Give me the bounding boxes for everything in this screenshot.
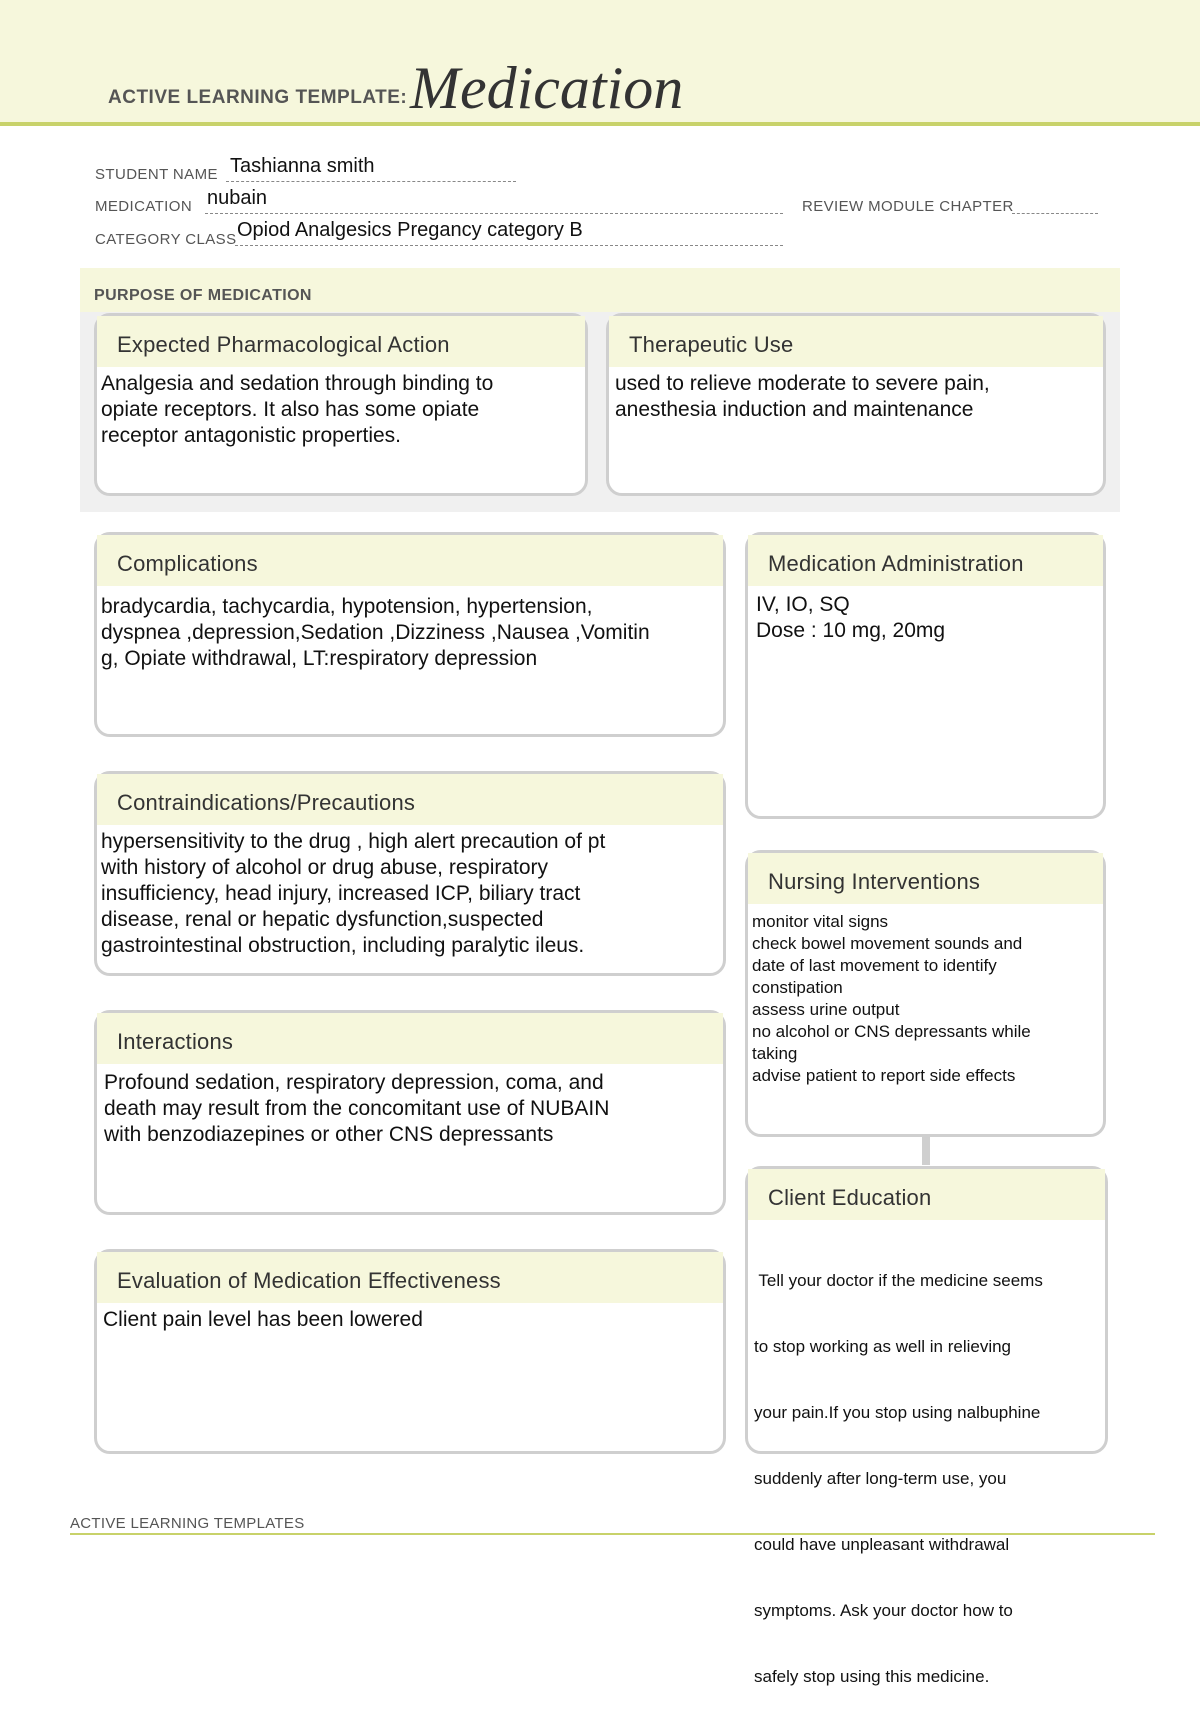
text-line: no alcohol or CNS depressants while xyxy=(752,1022,1031,1041)
text-line: IV, IO, SQ xyxy=(756,593,850,616)
text-line: opiate receptors. It also has some opiate xyxy=(101,398,480,421)
text-line: dyspnea ,depression,Sedation ,Dizziness ,Nausea ,Vomitin xyxy=(101,621,650,644)
text-line: with history of alcohol or drug abuse, respiratory xyxy=(101,856,549,879)
therapeutic-use-title: Therapeutic Use xyxy=(609,316,1103,367)
complications-text[interactable] xyxy=(97,586,723,672)
text-line: with benzodiazepines or other CNS depressants xyxy=(104,1123,554,1146)
box-connector xyxy=(922,1135,930,1165)
contraindications-title: Contraindications/Precautions xyxy=(97,774,723,825)
text-line: Dose : 10 mg, 20mg xyxy=(756,619,946,642)
text-line: symptoms. Ask your doctor how to xyxy=(754,1601,1013,1620)
administration-title: Medication Administration xyxy=(748,535,1103,586)
footer-label: ACTIVE LEARNING TEMPLATES xyxy=(70,1515,305,1532)
nursing-interventions-box xyxy=(745,850,1106,1137)
category-class-field[interactable]: Opiod Analgesics Pregancy category B xyxy=(237,219,583,241)
interactions-title: Interactions xyxy=(97,1013,723,1064)
text-line: taking xyxy=(752,1044,798,1063)
text-line: advise patient to report side effects xyxy=(752,1066,1016,1085)
therapeutic-use-text[interactable] xyxy=(609,367,1103,423)
text-line: bradycardia, tachycardia, hypotension, hypertension, xyxy=(101,595,593,618)
client-education-text[interactable] xyxy=(748,1220,1105,1732)
student-name-field[interactable]: Tashianna smith xyxy=(230,155,375,177)
text-line: check bowel movement sounds and xyxy=(752,934,1023,953)
text-line: receptor antagonistic properties. xyxy=(101,424,401,447)
evaluation-title: Evaluation of Medication Effectiveness xyxy=(97,1252,723,1303)
therapeutic-use-box xyxy=(606,313,1106,496)
category-class-label: CATEGORY CLASS xyxy=(95,231,237,248)
text-line: Client pain level has been lowered xyxy=(103,1308,423,1331)
expected-action-title: Expected Pharmacological Action xyxy=(97,316,585,367)
nursing-interventions-title: Nursing Interventions xyxy=(748,853,1103,904)
review-module-field[interactable] xyxy=(1012,213,1098,214)
medication-field[interactable]: nubain xyxy=(207,187,268,209)
text-line: disease, renal or hepatic dysfunction,suspected xyxy=(101,908,544,931)
contraindications-box xyxy=(94,771,726,976)
evaluation-text[interactable] xyxy=(97,1303,723,1333)
purpose-label: PURPOSE OF MEDICATION xyxy=(94,287,312,304)
page-title: Medication xyxy=(410,55,684,121)
text-line: Analgesia and sedation through binding to xyxy=(101,372,494,395)
text-line: used to relieve moderate to severe pain, xyxy=(615,372,990,395)
template-label: ACTIVE LEARNING TEMPLATE: xyxy=(108,87,408,108)
footer-divider xyxy=(70,1533,1155,1535)
expected-action-text[interactable] xyxy=(97,367,585,449)
text-line: death may result from the concomitant use of NUBAIN xyxy=(104,1097,610,1120)
text-line: hypersensitivity to the drug , high alert precaution of pt xyxy=(101,830,606,853)
administration-box xyxy=(745,532,1106,819)
text-line: insufficiency, head injury, increased ICP, biliary tract xyxy=(101,882,581,905)
student-name-label: STUDENT NAME xyxy=(95,166,218,183)
text-line: constipation xyxy=(752,978,843,997)
client-education-title: Client Education xyxy=(748,1169,1105,1220)
text-line: your pain.If you stop using nalbuphine xyxy=(754,1403,1041,1422)
text-line: monitor vital signs xyxy=(752,912,889,931)
review-module-label: REVIEW MODULE CHAPTER xyxy=(802,198,1014,215)
text-line: Tell your doctor if the medicine seems xyxy=(754,1271,1043,1290)
text-line: Profound sedation, respiratory depression, coma, and xyxy=(104,1071,604,1094)
evaluation-box xyxy=(94,1249,726,1454)
text-line: safely stop using this medicine. xyxy=(754,1667,990,1686)
interactions-box xyxy=(94,1010,726,1215)
student-name-line xyxy=(226,181,516,182)
administration-text[interactable] xyxy=(748,586,1103,644)
text-line: gastrointestinal obstruction, including paralytic ileus. xyxy=(101,934,585,957)
text-line: g, Opiate withdrawal, LT:respiratory depression xyxy=(101,647,538,670)
contraindications-text[interactable] xyxy=(97,825,723,959)
complications-box xyxy=(94,532,726,737)
text-line: to stop working as well in relieving xyxy=(754,1337,1012,1356)
medication-line xyxy=(205,213,783,214)
expected-action-box xyxy=(94,313,588,496)
medication-label: MEDICATION xyxy=(95,198,193,215)
category-class-line xyxy=(235,245,783,246)
complications-title: Complications xyxy=(97,535,723,586)
client-education-box xyxy=(745,1166,1108,1686)
text-line: could have unpleasant withdrawal xyxy=(754,1535,1010,1554)
text-line: suddenly after long-term use, you xyxy=(754,1469,1007,1488)
nursing-interventions-text[interactable] xyxy=(748,904,1103,1087)
text-line: date of last movement to identify xyxy=(752,956,997,975)
text-line: assess urine output xyxy=(752,1000,900,1019)
interactions-text[interactable] xyxy=(97,1064,723,1148)
text-line: anesthesia induction and maintenance xyxy=(615,398,974,421)
